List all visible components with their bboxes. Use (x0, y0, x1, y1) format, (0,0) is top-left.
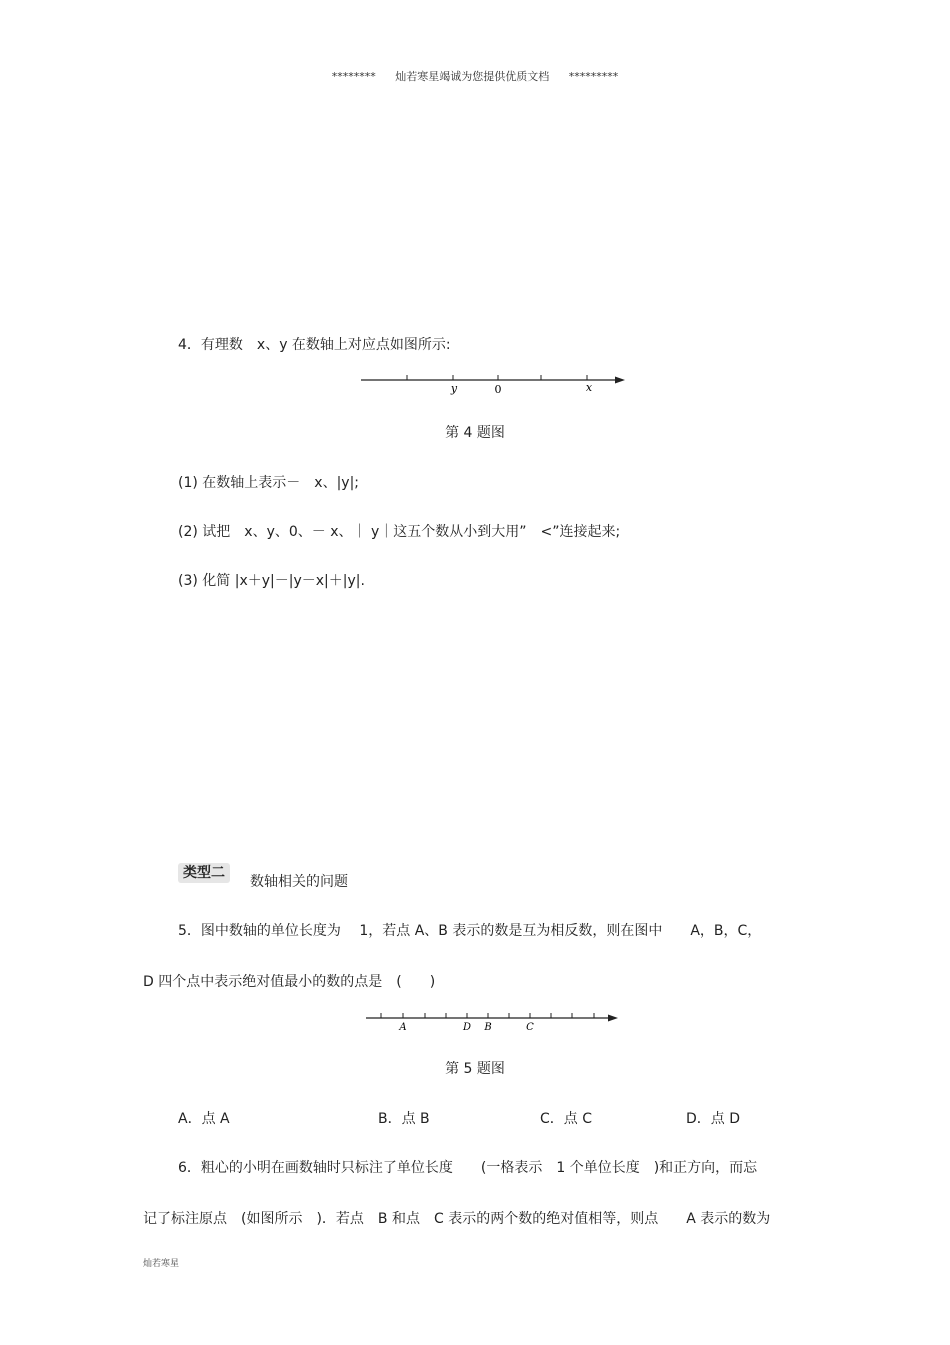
section-heading (178, 862, 230, 882)
page-footer: 灿若寒星 (143, 1259, 180, 1269)
q5-option-a: A．点 A (178, 1111, 230, 1127)
q4-sub1: (1) 在数轴上表示－ x、|y|; (178, 475, 360, 491)
q5-line2: D 四个点中表示绝对值最小的数的点是 ( ) (143, 974, 436, 990)
q4-sub2: (2) 试把 x、y、0、－ x、｜ y｜这五个数从小到大用” <”连接起来; (178, 524, 621, 540)
q5-number-line (360, 1008, 625, 1034)
q5-option-b: B．点 B (378, 1111, 430, 1127)
q4-label-y: y (450, 382, 458, 395)
q5-option-c: C．点 C (540, 1111, 593, 1127)
page-header (0, 68, 950, 84)
q5-label-b: B (484, 1022, 492, 1033)
q5-option-d: D．点 D (686, 1111, 741, 1127)
header-title: 灿若寒星竭诚为您提供优质文档 (395, 70, 550, 83)
q5-label-d: D (462, 1022, 472, 1033)
q6-line2: 记了标注原点 (如图所示 )．若点 B 和点 C 表示的两个数的绝对值相等，则点 A 表示的数为 (143, 1211, 771, 1227)
q4-label-zero: 0 (494, 383, 502, 396)
q4-number-line (355, 368, 635, 398)
q4-stem: 4．有理数 x、y 在数轴上对应点如图所示: (178, 337, 451, 353)
q5-label-a: A (399, 1022, 407, 1033)
q4-label-x: x (585, 381, 593, 394)
section-badge: 类型二 (178, 863, 230, 883)
q5-caption: 第 5 题图 (445, 1061, 505, 1077)
header-left-stars: ******** (331, 70, 376, 83)
q5-line1: 5．图中数轴的单位长度为 1，若点 A、B 表示的数是互为相反数，则在图中 A，B，C， (178, 923, 762, 939)
q4-caption: 第 4 题图 (445, 425, 505, 441)
section-title: 数轴相关的问题 (250, 874, 348, 890)
q5-label-c: C (526, 1022, 534, 1033)
q4-sub3: (3) 化简 |x＋y|－|y－x|＋|y|. (178, 573, 365, 589)
header-right-stars: ********* (568, 70, 619, 83)
q6-line1: 6．粗心的小明在画数轴时只标注了单位长度 (一格表示 1 个单位长度 )和正方向，而忘 (178, 1160, 758, 1176)
